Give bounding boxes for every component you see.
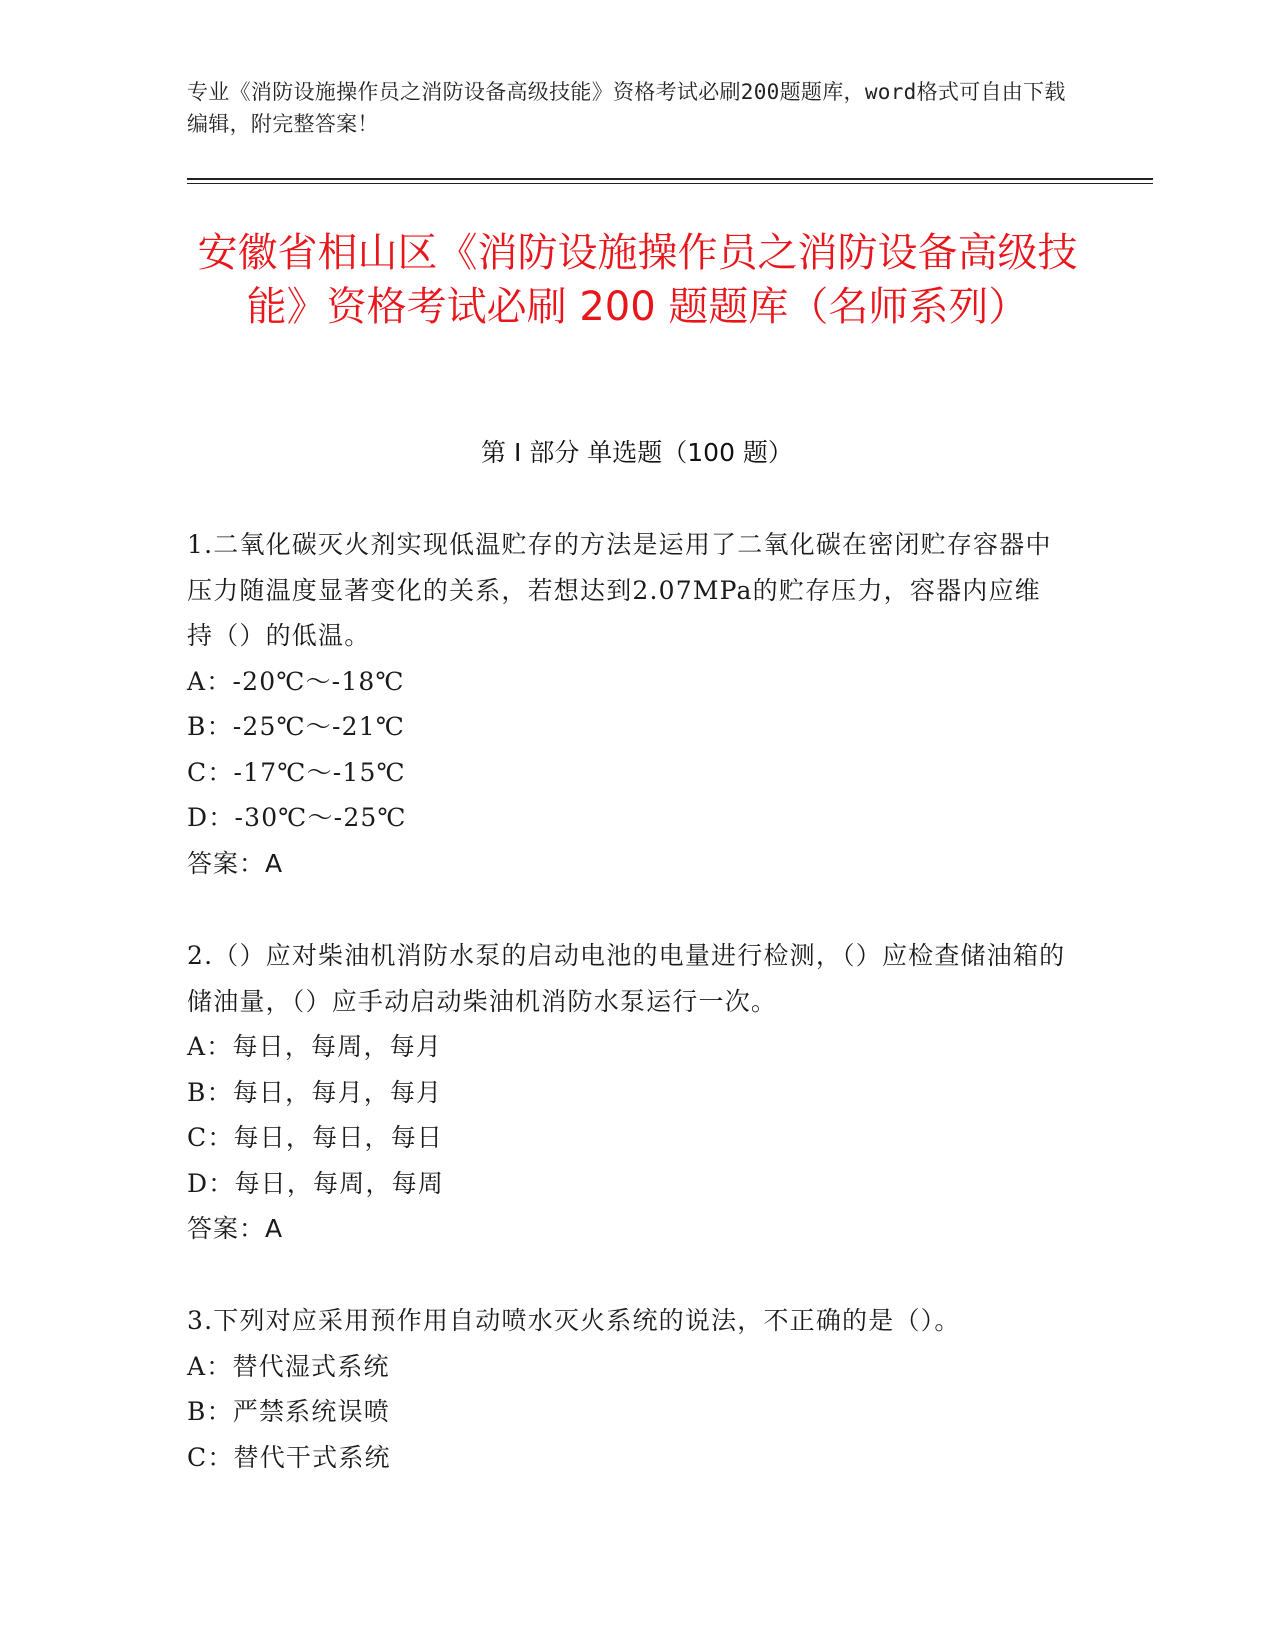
- section-title: 第 I 部分 单选题（100 题）: [481, 438, 793, 467]
- question-2: [187, 933, 1067, 1252]
- option-a: A：替代湿式系统: [187, 1351, 390, 1381]
- answer: 答案：A: [187, 1214, 284, 1243]
- option-b: B：严禁系统误喷: [187, 1397, 390, 1426]
- question-1: [187, 522, 1067, 886]
- option-a: A：每日，每周，每月: [187, 1032, 443, 1061]
- option-d: D：-30℃～-25℃: [187, 803, 407, 832]
- option-c: C：替代干式系统: [187, 1442, 391, 1472]
- answer: 答案：A: [187, 848, 284, 878]
- header-note: 专业《消防设施操作员之消防设备高级技能》资格考试必刷200题题库，word格式可自由下载编辑，附完整答案！: [187, 80, 1066, 136]
- question-stem: 1.二氧化碳灭火剂实现低温贮存的方法是运用了二氧化碳在密闭贮存容器中压力随温度显著变化的关系，若想达到2.07MPa的贮存压力，容器内应维持（）的低温。: [187, 530, 1052, 650]
- header-rule-thin: [187, 183, 1153, 184]
- option-b: B：-25℃～-21℃: [187, 712, 406, 741]
- option-c: C：-17℃～-15℃: [187, 757, 406, 787]
- question-3: [187, 1298, 1067, 1480]
- question-stem: 3.下列对应采用预作用自动喷水灭火系统的说法，不正确的是（）。: [187, 1306, 961, 1335]
- option-d: D：每日，每周，每周: [187, 1168, 445, 1198]
- option-a: A：-20℃～-18℃: [187, 666, 405, 696]
- question-stem: 2.（）应对柴油机消防水泵的启动电池的电量进行检测，（）应检查储油箱的储油量，（）应手动启动柴油机消防水泵运行一次。: [187, 941, 1066, 1016]
- header-rule-thick: [187, 178, 1153, 180]
- option-b: B：每日，每月，每月: [187, 1077, 443, 1107]
- document-title: 安徽省相山区《消防设施操作员之消防设备高级技能》资格考试必刷 200 题题库（名师系列）: [197, 230, 1078, 330]
- option-c: C：每日，每日，每日: [187, 1123, 444, 1152]
